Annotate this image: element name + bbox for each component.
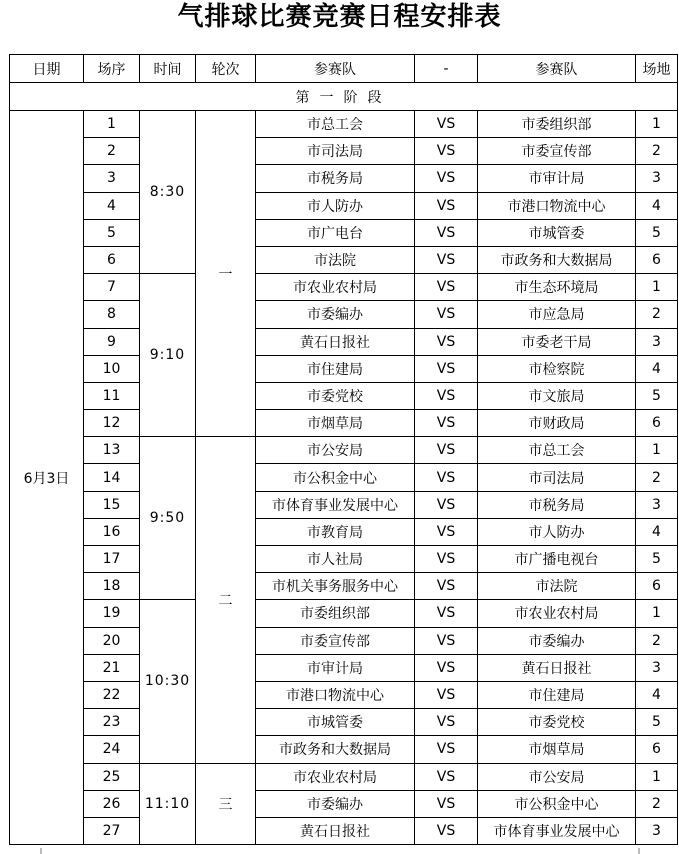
team-b: 市广播电视台 [478,546,636,573]
match-number: 8 [84,301,140,328]
team-b: 市财政局 [478,410,636,437]
page-footer-marks [0,848,679,854]
round-cell: 二 [196,437,256,763]
team-a: 市总工会 [256,111,415,138]
header-date: 日期 [10,55,84,83]
table-row [10,246,678,273]
team-b: 市住建局 [478,681,636,708]
table-row [10,518,678,545]
team-b: 市委组织部 [478,111,636,138]
venue-number: 3 [636,491,678,518]
venue-number: 3 [636,817,678,844]
vs-label: VS [415,410,478,437]
table-row [10,437,678,464]
team-b: 市体育事业发展中心 [478,817,636,844]
table-row [10,681,678,708]
table-row [10,165,678,192]
venue-number: 4 [636,355,678,382]
team-b: 市城管委 [478,219,636,246]
header-time: 时间 [140,55,196,83]
time-cell: 9:10 [140,274,196,437]
team-b: 市港口物流中心 [478,192,636,219]
match-number: 13 [84,437,140,464]
match-number: 18 [84,573,140,600]
time-cell: 10:30 [140,600,196,763]
team-b: 市农业农村局 [478,600,636,627]
team-a: 市教育局 [256,518,415,545]
table-row [10,736,678,763]
team-b: 市文旅局 [478,382,636,409]
vs-label: VS [415,790,478,817]
team-a: 市公积金中心 [256,464,415,491]
schedule-table [9,54,678,845]
vs-label: VS [415,274,478,301]
team-b: 市法院 [478,573,636,600]
team-a: 黄石日报社 [256,328,415,355]
table-row [10,111,678,138]
match-number: 19 [84,600,140,627]
team-b: 市公安局 [478,763,636,790]
vs-label: VS [415,600,478,627]
vs-label: VS [415,518,478,545]
vs-label: VS [415,736,478,763]
team-a: 市广电台 [256,219,415,246]
team-a: 市人社局 [256,546,415,573]
match-rows [10,111,678,845]
match-number: 4 [84,192,140,219]
team-a: 市体育事业发展中心 [256,491,415,518]
team-b: 市委老干局 [478,328,636,355]
table-row [10,763,678,790]
team-a: 市烟草局 [256,410,415,437]
vs-label: VS [415,111,478,138]
vs-label: VS [415,219,478,246]
match-number: 3 [84,165,140,192]
corner-mark [40,848,42,854]
table-row [10,709,678,736]
header-row [10,55,678,83]
match-number: 20 [84,627,140,654]
match-number: 1 [84,111,140,138]
venue-number: 6 [636,410,678,437]
vs-label: VS [415,437,478,464]
team-a: 市委编办 [256,790,415,817]
venue-number: 4 [636,518,678,545]
table-row [10,274,678,301]
team-b: 市税务局 [478,491,636,518]
vs-label: VS [415,681,478,708]
venue-number: 4 [636,192,678,219]
match-number: 22 [84,681,140,708]
team-b: 市人防办 [478,518,636,545]
table-row [10,410,678,437]
vs-label: VS [415,464,478,491]
vs-label: VS [415,301,478,328]
header-venue: 场地 [636,55,678,83]
vs-label: VS [415,138,478,165]
venue-number: 1 [636,763,678,790]
vs-label: VS [415,817,478,844]
team-a: 市农业农村局 [256,763,415,790]
vs-label: VS [415,328,478,355]
team-a: 市审计局 [256,654,415,681]
venue-number: 1 [636,437,678,464]
header-dash: - [415,55,478,83]
match-number: 23 [84,709,140,736]
match-number: 21 [84,654,140,681]
header-round: 轮次 [196,55,256,83]
team-b: 市应急局 [478,301,636,328]
venue-number: 5 [636,219,678,246]
table-row [10,627,678,654]
table-row [10,817,678,844]
team-a: 市城管委 [256,709,415,736]
team-b: 市司法局 [478,464,636,491]
vs-label: VS [415,654,478,681]
team-a: 市人防办 [256,192,415,219]
vs-label: VS [415,382,478,409]
table-row [10,790,678,817]
venue-number: 2 [636,138,678,165]
vs-label: VS [415,627,478,654]
team-b: 市检察院 [478,355,636,382]
venue-number: 2 [636,464,678,491]
venue-number: 6 [636,573,678,600]
match-number: 17 [84,546,140,573]
team-a: 黄石日报社 [256,817,415,844]
vs-label: VS [415,246,478,273]
match-number: 15 [84,491,140,518]
team-b: 市政务和大数据局 [478,246,636,273]
time-cell: 11:10 [140,763,196,845]
time-cell: 9:50 [140,437,196,600]
table-row [10,654,678,681]
venue-number: 4 [636,681,678,708]
vs-label: VS [415,192,478,219]
match-number: 16 [84,518,140,545]
table-row [10,491,678,518]
venue-number: 5 [636,546,678,573]
match-number: 6 [84,246,140,273]
corner-mark [638,848,640,854]
vs-label: VS [415,573,478,600]
venue-number: 5 [636,382,678,409]
team-a: 市公安局 [256,437,415,464]
team-b: 市委编办 [478,627,636,654]
team-a: 市政务和大数据局 [256,736,415,763]
match-number: 7 [84,274,140,301]
header-team-a: 参赛队 [256,55,415,83]
team-b: 市委宣传部 [478,138,636,165]
page-title: 气排球比赛竞赛日程安排表 [177,2,502,32]
vs-label: VS [415,355,478,382]
table-row [10,328,678,355]
table-row [10,138,678,165]
vs-label: VS [415,763,478,790]
team-a: 市税务局 [256,165,415,192]
team-b: 黄石日报社 [478,654,636,681]
match-number: 26 [84,790,140,817]
header-team-b: 参赛队 [478,55,636,83]
venue-number: 2 [636,301,678,328]
venue-number: 3 [636,165,678,192]
match-number: 27 [84,817,140,844]
venue-number: 1 [636,274,678,301]
table-row [10,355,678,382]
team-a: 市委宣传部 [256,627,415,654]
table-row [10,219,678,246]
match-number: 14 [84,464,140,491]
team-a: 市委组织部 [256,600,415,627]
vs-label: VS [415,709,478,736]
team-b: 市委党校 [478,709,636,736]
team-a: 市机关事务服务中心 [256,573,415,600]
team-b: 市审计局 [478,165,636,192]
match-number: 2 [84,138,140,165]
team-a: 市委党校 [256,382,415,409]
venue-number: 1 [636,111,678,138]
team-a: 市港口物流中心 [256,681,415,708]
team-a: 市住建局 [256,355,415,382]
date-cell: 6月3日 [10,111,84,845]
venue-number: 6 [636,736,678,763]
match-number: 25 [84,763,140,790]
vs-label: VS [415,165,478,192]
table-row [10,382,678,409]
team-a: 市司法局 [256,138,415,165]
stage-row [10,83,678,111]
table-row [10,192,678,219]
match-number: 10 [84,355,140,382]
match-number: 9 [84,328,140,355]
team-a: 市委编办 [256,301,415,328]
team-b: 市生态环境局 [478,274,636,301]
table-row [10,573,678,600]
round-cell: 一 [196,111,256,437]
team-a: 市农业农村局 [256,274,415,301]
venue-number: 6 [636,246,678,273]
venue-number: 1 [636,600,678,627]
header-order: 场序 [84,55,140,83]
match-number: 24 [84,736,140,763]
table-row [10,464,678,491]
time-cell: 8:30 [140,111,196,274]
team-b: 市总工会 [478,437,636,464]
venue-number: 3 [636,328,678,355]
venue-number: 2 [636,790,678,817]
venue-number: 3 [636,654,678,681]
vs-label: VS [415,491,478,518]
venue-number: 5 [636,709,678,736]
match-number: 12 [84,410,140,437]
table-row [10,600,678,627]
vs-label: VS [415,546,478,573]
table-row [10,546,678,573]
team-b: 市公积金中心 [478,790,636,817]
round-cell: 三 [196,763,256,845]
team-a: 市法院 [256,246,415,273]
stage-label: 第一阶段 [10,83,678,111]
match-number: 5 [84,219,140,246]
table-row [10,301,678,328]
team-b: 市烟草局 [478,736,636,763]
match-number: 11 [84,382,140,409]
venue-number: 2 [636,627,678,654]
